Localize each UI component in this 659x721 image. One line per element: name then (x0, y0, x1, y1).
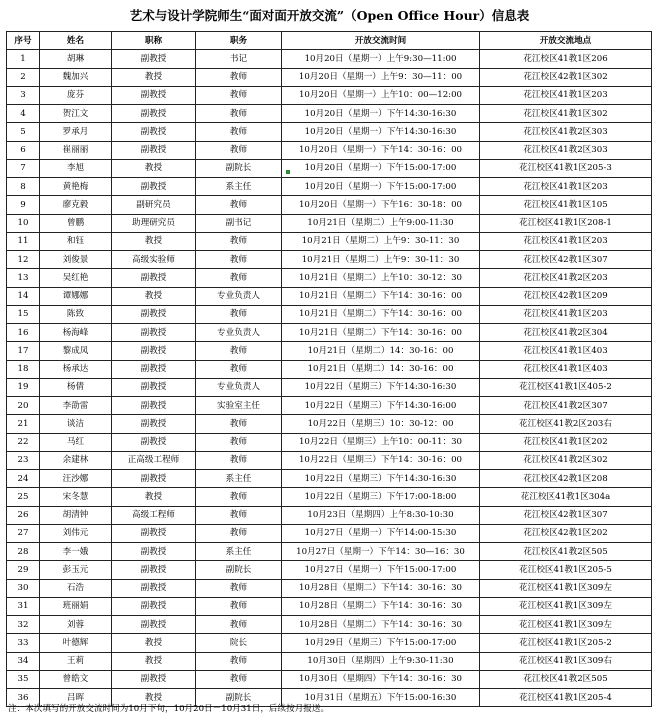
cell-time: 10月22日（星期三）上午10：00-11：30 (282, 433, 480, 451)
table-row (7, 251, 652, 269)
cell-title: 高级工程师 (112, 506, 196, 524)
cell-position: 教师 (196, 342, 282, 360)
cell-time: 10月20日（星期一）下午16：30-18：00 (282, 196, 480, 214)
cell-location: 花江校区41教2区307 (480, 397, 652, 415)
cell-position: 教师 (196, 86, 282, 104)
cell-name: 李一娥 (40, 543, 112, 561)
cell-name: 谈洁 (40, 415, 112, 433)
cell-location: 花江校区41教1区206 (480, 50, 652, 68)
cell-position: 书记 (196, 50, 282, 68)
cell-index: 2 (7, 68, 40, 86)
cell-time: 10月30日（星期四）上午9:30-11:30 (282, 652, 480, 670)
table-row (7, 86, 652, 104)
cell-location: 花江校区41教1区309左 (480, 597, 652, 615)
cell-title: 副教授 (112, 524, 196, 542)
cell-time: 10月27日（星期一）下午14：30—16：30 (282, 543, 480, 561)
cell-title: 副教授 (112, 378, 196, 396)
cell-name: 曾皓文 (40, 670, 112, 688)
cell-index: 26 (7, 506, 40, 524)
table-row (7, 670, 652, 688)
cell-location: 花江校区41教2区505 (480, 670, 652, 688)
cell-marker (286, 170, 290, 174)
cell-index: 15 (7, 305, 40, 323)
cell-location: 花江校区41教2区203右 (480, 415, 652, 433)
cell-position: 教师 (196, 123, 282, 141)
header-row (7, 32, 652, 50)
cell-name: 胡清钟 (40, 506, 112, 524)
cell-position: 教师 (196, 579, 282, 597)
table-row (7, 543, 652, 561)
cell-name: 魏加兴 (40, 68, 112, 86)
cell-index: 34 (7, 652, 40, 670)
cell-time: 10月28日（星期二）下午14：30-16：30 (282, 616, 480, 634)
cell-location: 花江校区41教2区303 (480, 141, 652, 159)
cell-title: 副教授 (112, 360, 196, 378)
cell-location: 花江校区41教2区304 (480, 324, 652, 342)
cell-title: 副教授 (112, 470, 196, 488)
cell-name: 吴红艳 (40, 269, 112, 287)
table-row (7, 506, 652, 524)
cell-location: 花江校区41教1区205-3 (480, 159, 652, 177)
cell-index: 27 (7, 524, 40, 542)
cell-title: 副教授 (112, 543, 196, 561)
cell-position: 副院长 (196, 689, 282, 707)
cell-index: 36 (7, 689, 40, 707)
cell-title: 教授 (112, 488, 196, 506)
cell-title: 正高级工程师 (112, 451, 196, 469)
cell-location: 花江校区41教2区203 (480, 269, 652, 287)
cell-location: 花江校区42教1区209 (480, 287, 652, 305)
cell-position: 教师 (196, 597, 282, 615)
table-row (7, 50, 652, 68)
cell-location: 花江校区41教1区403 (480, 360, 652, 378)
cell-position: 系主任 (196, 470, 282, 488)
cell-index: 29 (7, 561, 40, 579)
table-row (7, 634, 652, 652)
cell-time: 10月20日（星期一）下午15:00-17:00 (282, 178, 480, 196)
cell-time: 10月21日（星期二）上午10：30-12：30 (282, 269, 480, 287)
cell-location: 花江校区41教1区203 (480, 232, 652, 250)
cell-location: 花江校区41教1区403 (480, 342, 652, 360)
cell-index: 28 (7, 543, 40, 561)
cell-index: 3 (7, 86, 40, 104)
cell-title: 副教授 (112, 50, 196, 68)
cell-index: 16 (7, 324, 40, 342)
cell-position: 教师 (196, 488, 282, 506)
cell-name: 崔丽丽 (40, 141, 112, 159)
cell-location: 花江校区41教1区205-2 (480, 634, 652, 652)
cell-title: 副教授 (112, 597, 196, 615)
cell-index: 6 (7, 141, 40, 159)
cell-index: 24 (7, 470, 40, 488)
cell-location: 花江校区41教1区309右 (480, 652, 652, 670)
cell-time: 10月22日（星期三）下午17:00-18:00 (282, 488, 480, 506)
cell-position: 副书记 (196, 214, 282, 232)
cell-name: 杨承达 (40, 360, 112, 378)
cell-title: 副教授 (112, 670, 196, 688)
cell-location: 花江校区42教1区202 (480, 524, 652, 542)
table-row (7, 561, 652, 579)
cell-title: 教授 (112, 652, 196, 670)
cell-index: 10 (7, 214, 40, 232)
cell-name: 刘蓉 (40, 616, 112, 634)
cell-location: 花江校区42教1区208 (480, 470, 652, 488)
cell-title: 助理研究员 (112, 214, 196, 232)
cell-position: 专业负责人 (196, 324, 282, 342)
cell-index: 32 (7, 616, 40, 634)
cell-index: 18 (7, 360, 40, 378)
cell-position: 教师 (196, 68, 282, 86)
cell-title: 副教授 (112, 616, 196, 634)
cell-location: 花江校区42教1区307 (480, 251, 652, 269)
cell-time: 10月29日（星期三）下午15:00-17:00 (282, 634, 480, 652)
cell-time: 10月20日（星期一）上午9:30—11:00 (282, 50, 480, 68)
cell-position: 教师 (196, 652, 282, 670)
cell-name: 宋冬慧 (40, 488, 112, 506)
cell-location: 花江校区41教1区302 (480, 105, 652, 123)
table-row (7, 178, 652, 196)
cell-location: 花江校区41教1区205-4 (480, 689, 652, 707)
cell-name: 和钰 (40, 232, 112, 250)
header-position: 职务 (196, 32, 282, 50)
cell-name: 谭娜娜 (40, 287, 112, 305)
cell-time: 10月21日（星期二）14：30-16：00 (282, 360, 480, 378)
header-index: 序号 (7, 32, 40, 50)
cell-name: 李旭 (40, 159, 112, 177)
cell-index: 35 (7, 670, 40, 688)
cell-time: 10月28日（星期二）下午14：30-16：30 (282, 597, 480, 615)
cell-index: 5 (7, 123, 40, 141)
cell-title: 副教授 (112, 105, 196, 123)
cell-time: 10月22日（星期三）10：30-12：00 (282, 415, 480, 433)
cell-position: 实验室主任 (196, 397, 282, 415)
cell-position: 教师 (196, 616, 282, 634)
cell-title: 教授 (112, 634, 196, 652)
cell-time: 10月22日（星期三）下午14:30-16:30 (282, 378, 480, 396)
cell-index: 12 (7, 251, 40, 269)
table-row (7, 378, 652, 396)
table-row (7, 433, 652, 451)
cell-name: 廖克毅 (40, 196, 112, 214)
cell-time: 10月27日（星期一）下午15:00-17:00 (282, 561, 480, 579)
footnote: 注：本次填写的开放交流时间为10月下旬，10月20日－10月31日，后续按月报送。 (8, 704, 330, 714)
cell-name: 胡琳 (40, 50, 112, 68)
table-row (7, 269, 652, 287)
cell-time: 10月22日（星期三）下午14:30-16:30 (282, 470, 480, 488)
cell-index: 1 (7, 50, 40, 68)
table-row (7, 342, 652, 360)
cell-title: 副教授 (112, 561, 196, 579)
cell-name: 黎成凤 (40, 342, 112, 360)
table-row (7, 397, 652, 415)
table-row (7, 597, 652, 615)
header-name: 姓名 (40, 32, 112, 50)
cell-position: 副院长 (196, 159, 282, 177)
header-location: 开放交流地点 (480, 32, 652, 50)
table-row (7, 360, 652, 378)
cell-name: 余建林 (40, 451, 112, 469)
cell-location: 花江校区41教1区405-2 (480, 378, 652, 396)
cell-title: 教授 (112, 68, 196, 86)
info-table (6, 31, 652, 707)
cell-position: 教师 (196, 451, 282, 469)
table-row (7, 579, 652, 597)
cell-name: 叶德辉 (40, 634, 112, 652)
cell-index: 14 (7, 287, 40, 305)
cell-time: 10月20日（星期一）下午14:30-16:30 (282, 105, 480, 123)
cell-position: 系主任 (196, 178, 282, 196)
cell-time: 10月20日（星期一）下午14:30-16:30 (282, 123, 480, 141)
cell-time: 10月21日（星期二）上午9:00-11:30 (282, 214, 480, 232)
cell-time: 10月20日（星期一）下午15:00-17:00 (282, 159, 480, 177)
cell-name: 彭玉元 (40, 561, 112, 579)
cell-location: 花江校区41教2区302 (480, 451, 652, 469)
cell-name: 汪沙娜 (40, 470, 112, 488)
cell-name: 陈致 (40, 305, 112, 323)
cell-index: 4 (7, 105, 40, 123)
cell-index: 33 (7, 634, 40, 652)
cell-position: 专业负责人 (196, 378, 282, 396)
cell-name: 贺江文 (40, 105, 112, 123)
cell-position: 教师 (196, 105, 282, 123)
cell-name: 王莉 (40, 652, 112, 670)
cell-index: 19 (7, 378, 40, 396)
cell-position: 副院长 (196, 561, 282, 579)
cell-name: 班丽娟 (40, 597, 112, 615)
cell-index: 8 (7, 178, 40, 196)
cell-time: 10月31日（星期五）下午15:00-16:30 (282, 689, 480, 707)
cell-name: 马红 (40, 433, 112, 451)
cell-title: 副教授 (112, 324, 196, 342)
table-row (7, 214, 652, 232)
cell-time: 10月20日（星期一）下午14：30-16：00 (282, 141, 480, 159)
cell-title: 副教授 (112, 305, 196, 323)
cell-name: 刘俊景 (40, 251, 112, 269)
cell-location: 花江校区41教1区203 (480, 86, 652, 104)
cell-position: 专业负责人 (196, 287, 282, 305)
cell-index: 30 (7, 579, 40, 597)
cell-name: 石浩 (40, 579, 112, 597)
cell-name: 曾鹏 (40, 214, 112, 232)
table-row (7, 616, 652, 634)
cell-name: 李劭雷 (40, 397, 112, 415)
cell-time: 10月21日（星期二）上午9：30-11：30 (282, 251, 480, 269)
table-row (7, 287, 652, 305)
cell-location: 花江校区41教1区202 (480, 433, 652, 451)
cell-location: 花江校区41教1区309左 (480, 616, 652, 634)
cell-name: 杨海峰 (40, 324, 112, 342)
cell-position: 院长 (196, 634, 282, 652)
cell-location: 花江校区41教1区105 (480, 196, 652, 214)
cell-location: 花江校区41教1区203 (480, 178, 652, 196)
cell-title: 教授 (112, 689, 196, 707)
cell-title: 教授 (112, 159, 196, 177)
cell-location: 花江校区41教1区205-5 (480, 561, 652, 579)
cell-time: 10月28日（星期二）下午14：30-16：30 (282, 579, 480, 597)
cell-index: 9 (7, 196, 40, 214)
cell-title: 教授 (112, 287, 196, 305)
cell-index: 20 (7, 397, 40, 415)
cell-name: 刘伟元 (40, 524, 112, 542)
cell-index: 22 (7, 433, 40, 451)
header-time: 开放交流时间 (282, 32, 480, 50)
document-title: 艺术与设计学院师生“面对面开放交流”（Open Office Hour）信息表 (129, 8, 530, 23)
cell-position: 教师 (196, 305, 282, 323)
cell-index: 11 (7, 232, 40, 250)
table-row (7, 159, 652, 177)
cell-time: 10月21日（星期二）下午14：30-16：00 (282, 324, 480, 342)
cell-title: 教授 (112, 232, 196, 250)
table-row (7, 105, 652, 123)
cell-name: 杨倩 (40, 378, 112, 396)
cell-index: 7 (7, 159, 40, 177)
cell-index: 21 (7, 415, 40, 433)
cell-title: 副教授 (112, 178, 196, 196)
cell-location: 花江校区42教1区302 (480, 68, 652, 86)
cell-position: 教师 (196, 360, 282, 378)
cell-time: 10月30日（星期四）下午14：30-16：30 (282, 670, 480, 688)
cell-position: 教师 (196, 251, 282, 269)
cell-title: 副教授 (112, 342, 196, 360)
cell-index: 13 (7, 269, 40, 287)
cell-time: 10月22日（星期三）下午14:30-16:00 (282, 397, 480, 415)
cell-location: 花江校区42教1区307 (480, 506, 652, 524)
table-row (7, 470, 652, 488)
cell-title: 副教授 (112, 397, 196, 415)
cell-title: 副教授 (112, 123, 196, 141)
cell-title: 副教授 (112, 415, 196, 433)
cell-name: 罗承月 (40, 123, 112, 141)
table-row (7, 141, 652, 159)
cell-position: 教师 (196, 269, 282, 287)
cell-position: 教师 (196, 415, 282, 433)
cell-title: 副教授 (112, 579, 196, 597)
cell-location: 花江校区41教2区505 (480, 543, 652, 561)
cell-name: 庞芬 (40, 86, 112, 104)
table-body (7, 50, 652, 707)
cell-time: 10月20日（星期一）上午10：00—12:00 (282, 86, 480, 104)
cell-time: 10月22日（星期三）下午14：30-16：00 (282, 451, 480, 469)
table-row (7, 305, 652, 323)
cell-title: 副教授 (112, 433, 196, 451)
table-row (7, 415, 652, 433)
cell-title: 副教授 (112, 86, 196, 104)
table-row (7, 652, 652, 670)
cell-index: 23 (7, 451, 40, 469)
table-row (7, 196, 652, 214)
header-title: 职称 (112, 32, 196, 50)
cell-position: 教师 (196, 196, 282, 214)
table-row (7, 488, 652, 506)
cell-index: 31 (7, 597, 40, 615)
cell-position: 系主任 (196, 543, 282, 561)
cell-time: 10月23日（星期四）上午8:30-10:30 (282, 506, 480, 524)
cell-time: 10月21日（星期二）下午14：30-16：00 (282, 305, 480, 323)
cell-time: 10月21日（星期二）上午9：30-11：30 (282, 232, 480, 250)
cell-time: 10月27日（星期一）下午14:00-15:30 (282, 524, 480, 542)
cell-location: 花江校区41教1区304a (480, 488, 652, 506)
cell-position: 教师 (196, 506, 282, 524)
cell-position: 教师 (196, 433, 282, 451)
cell-position: 教师 (196, 232, 282, 250)
table-row (7, 232, 652, 250)
cell-name: 黄艳梅 (40, 178, 112, 196)
table-row (7, 324, 652, 342)
cell-title: 高级实验师 (112, 251, 196, 269)
cell-title: 副教授 (112, 141, 196, 159)
table-row (7, 451, 652, 469)
cell-position: 教师 (196, 670, 282, 688)
cell-name: 吕晖 (40, 689, 112, 707)
table-row (7, 524, 652, 542)
cell-location: 花江校区41教1区309左 (480, 579, 652, 597)
cell-time: 10月21日（星期二）下午14：30-16：00 (282, 287, 480, 305)
cell-time: 10月21日（星期二）14：30-16：00 (282, 342, 480, 360)
cell-location: 花江校区41教1区208-1 (480, 214, 652, 232)
cell-index: 25 (7, 488, 40, 506)
cell-index: 17 (7, 342, 40, 360)
table-row (7, 68, 652, 86)
table-row (7, 123, 652, 141)
cell-time: 10月20日（星期一）上午9：30—11：00 (282, 68, 480, 86)
cell-title: 副教授 (112, 269, 196, 287)
cell-title: 副研究员 (112, 196, 196, 214)
cell-location: 花江校区41教1区203 (480, 305, 652, 323)
cell-position: 教师 (196, 141, 282, 159)
cell-location: 花江校区41教2区303 (480, 123, 652, 141)
cell-position: 教师 (196, 524, 282, 542)
